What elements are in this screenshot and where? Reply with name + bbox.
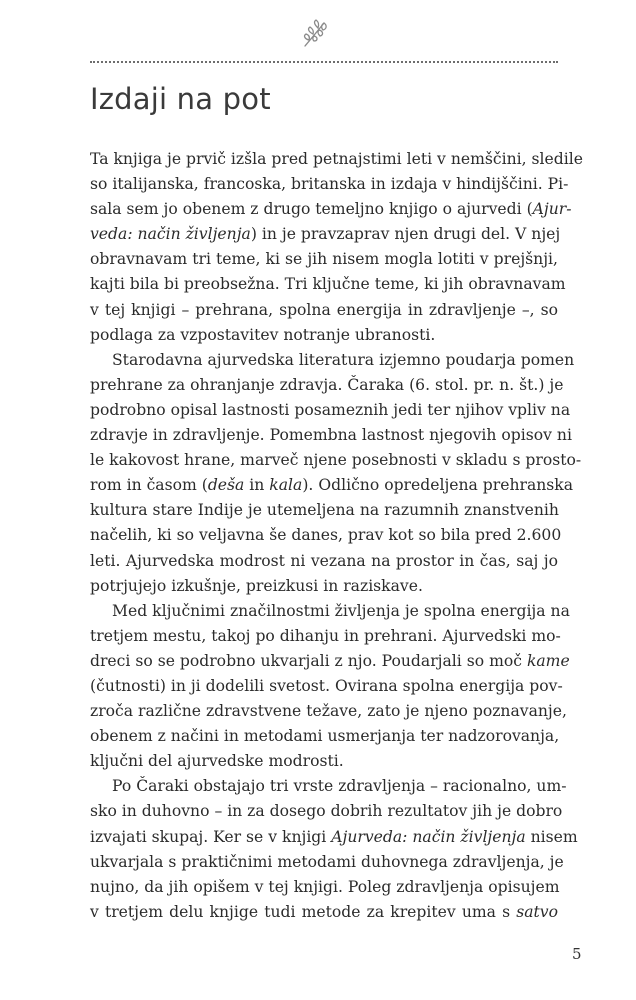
text-line: v tej knjigi – prehrana, spolna energija in zdravljenje –, so <box>90 300 558 319</box>
text-line: dreci so se podrobno ukvarjali z njo. Poudarjali so moč kame <box>90 651 570 670</box>
text-line: (čutnosti) in ji dodelili svetost. Ovirana spolna energija pov- <box>90 676 563 695</box>
text-line: podlaga za vzpostavitev notranje ubranosti. <box>90 325 436 344</box>
text-line: so italijanska, francoska, britanska in izdaja v hindijščini. Pi- <box>90 175 569 194</box>
header-divider <box>90 61 558 63</box>
text-line: podrobno opisal lastnosti posameznih jedi ter njihov vpliv na <box>90 400 571 419</box>
text-line: leti. Ajurvedska modrost ni vezana na prostor in čas, saj jo <box>90 551 558 570</box>
text-line: tretjem mestu, takoj po dihanju in prehrani. Ajurvedski mo- <box>90 626 561 645</box>
text-line: Ta knjiga je prvič izšla pred petnajstimi leti v nemščini, sledile <box>90 150 583 168</box>
text-line: kajti bila bi preobsežna. Tri ključne teme, ki jih obravnavam <box>90 275 566 294</box>
text-line: nujno, da jih opišem v tej knjigi. Poleg zdravljenja opisujem <box>90 877 560 896</box>
text-line: sala sem jo obenem z drugo temeljno knjigo o ajurvedi (Ajur- <box>90 200 572 219</box>
text-line: v tretjem delu knjige tudi metode za krepitev uma s satvo <box>90 902 558 921</box>
text-line: kultura stare Indije je utemeljena na razumnih znanstvenih <box>90 501 559 520</box>
text-line: zroča različne zdravstvene težave, zato je njeno poznavanje, <box>90 702 567 721</box>
text-line: Starodavna ajurvedska literatura izjemno poudarja pomen <box>112 350 575 369</box>
leaf-branch-icon <box>296 16 332 52</box>
text-line: rom in časom (deša in kala). Odlično opredeljena prehranska <box>90 476 574 495</box>
body-text <box>90 147 583 925</box>
text-line: ključni del ajurvedske modrosti. <box>90 752 344 771</box>
text-line: izvajati skupaj. Ker se v knjigi Ajurveda: način življenja nisem <box>90 827 578 846</box>
text-line: le kakovost hrane, marveč njene posebnosti v skladu s prosto- <box>90 451 582 470</box>
text-line: obravnavam tri teme, ki se jih nisem mogla lotiti v prejšnji, <box>90 250 558 269</box>
text-line: ukvarjala s praktičnimi metodami duhovnega zdravljenja, je <box>90 852 564 871</box>
text-line: prehrane za ohranjanje zdravja. Čaraka (6. stol. pr. n. št.) je <box>90 375 564 394</box>
text-line: načelih, ki so veljavna še danes, prav kot so bila pred 2.600 <box>90 526 562 545</box>
text-line: sko in duhovno – in za dosego dobrih rezultatov jih je dobro <box>90 802 563 821</box>
text-line: obenem z načini in metodami usmerjanja ter nadzorovanja, <box>90 727 560 746</box>
text-line: veda: način življenja) in je pravzaprav njen drugi del. V njej <box>90 225 561 244</box>
text-line: Po Čaraki obstajajo tri vrste zdravljenja – racionalno, um- <box>112 777 567 796</box>
page-number: 5 <box>572 945 582 963</box>
text-line: potrjujejo izkušnje, preizkusi in raziskave. <box>90 576 423 595</box>
chapter-title: Izdaji na pot <box>90 82 271 116</box>
text-line: zdravje in zdravljenje. Pomembna lastnost njegovih opisov ni <box>90 426 572 445</box>
text-line: Med ključnimi značilnostmi življenja je spolna energija na <box>112 601 570 620</box>
